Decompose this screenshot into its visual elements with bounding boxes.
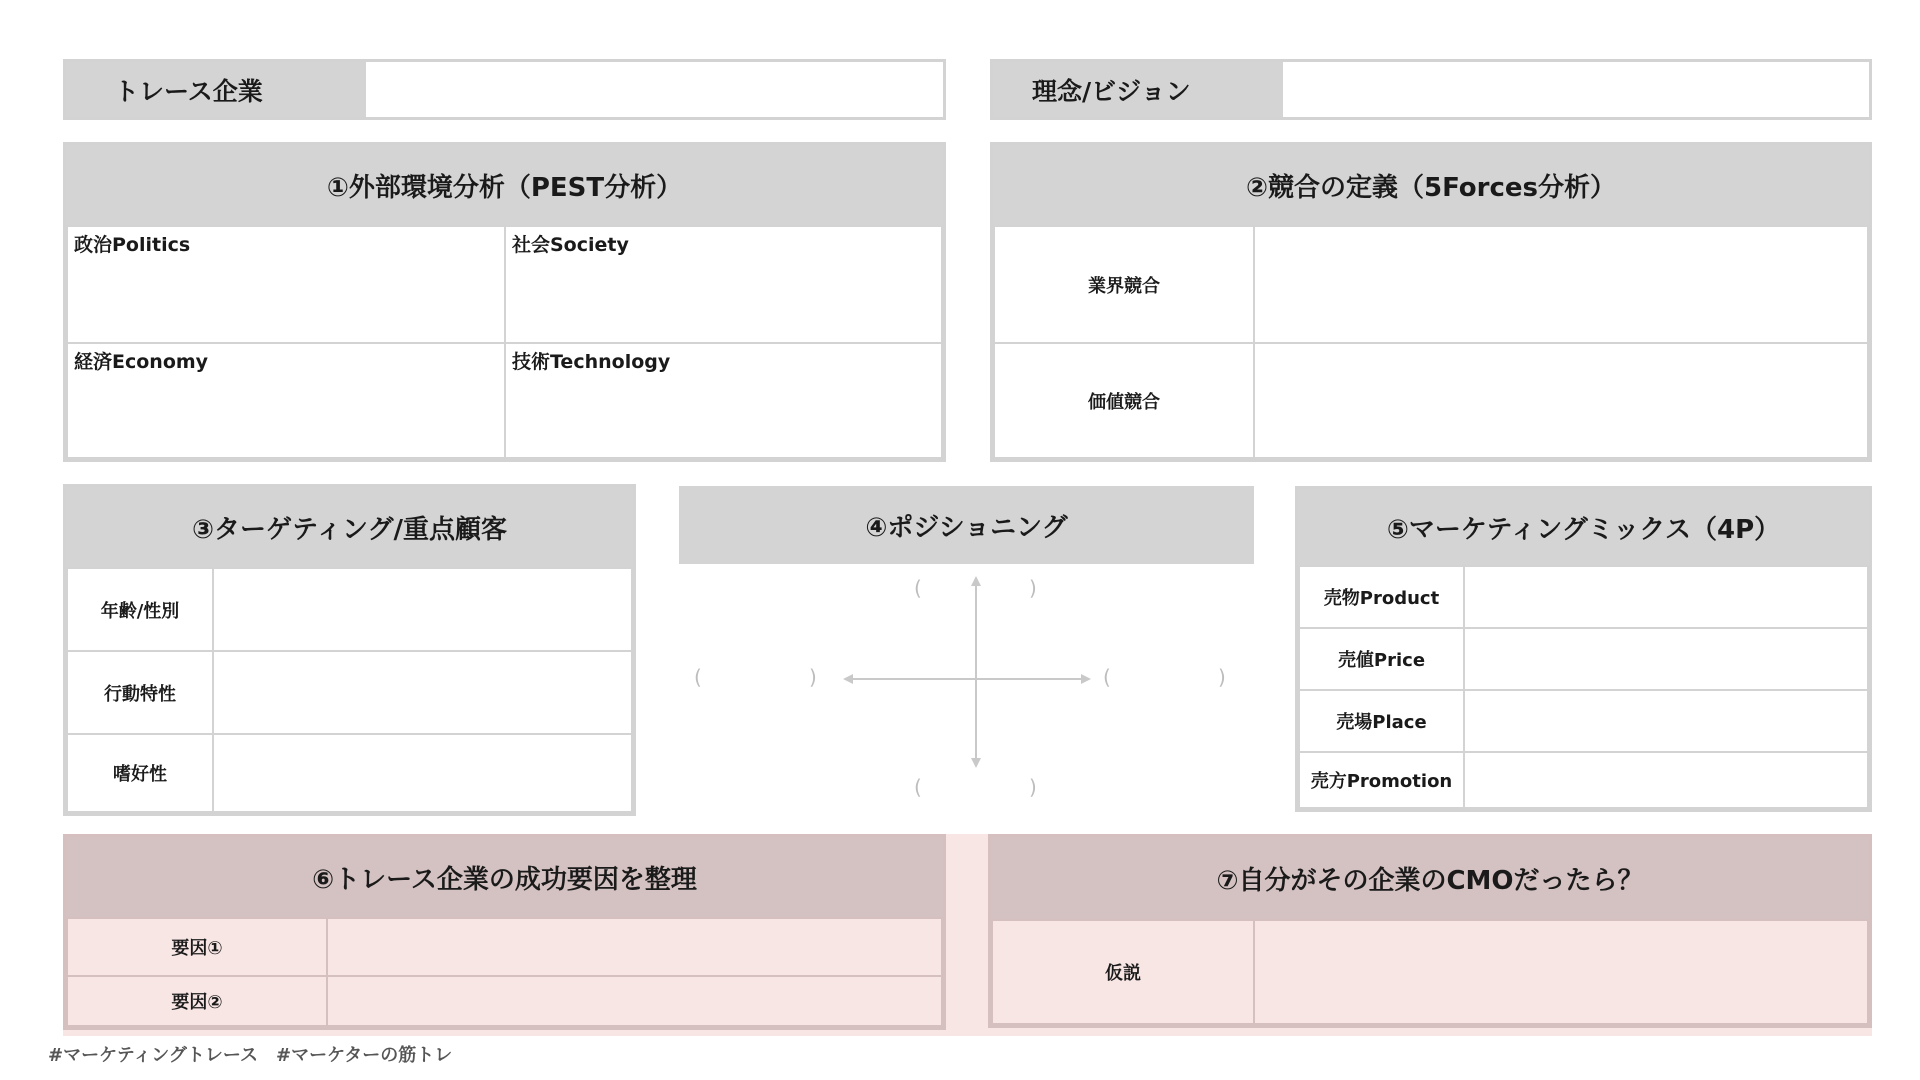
mix-panel: [1295, 486, 1872, 812]
forces-title: ②競合の定義（5Forces分析）: [993, 145, 1869, 225]
targeting-panel: [63, 484, 636, 816]
positioning-title: ④ポジショニング: [679, 486, 1254, 564]
right-axis-label-close[interactable]: ): [1218, 665, 1226, 689]
cmo-row-input[interactable]: [1253, 919, 1869, 1025]
bottom-axis-label-close[interactable]: ): [1029, 775, 1037, 799]
pest-technology[interactable]: 技術Technology: [504, 342, 943, 459]
left-axis-label-close[interactable]: ): [809, 665, 817, 689]
success-row-label: 要因②: [66, 975, 328, 1027]
success-title: ⑥トレース企業の成功要因を整理: [66, 837, 943, 917]
targeting-row-input[interactable]: [212, 567, 633, 652]
forces-panel: [990, 142, 1872, 462]
mix-row-input[interactable]: [1463, 751, 1869, 809]
cmo-row-label: 仮説: [991, 919, 1255, 1025]
left-axis-label-open[interactable]: (: [694, 665, 702, 689]
mix-row-input[interactable]: [1463, 689, 1869, 753]
pest-society[interactable]: 社会Society: [504, 225, 943, 344]
mix-row-label: 売物Product: [1298, 565, 1465, 629]
pest-economy[interactable]: 経済Economy: [66, 342, 506, 459]
mix-row-label: 売値Price: [1298, 627, 1465, 691]
forces-row-label: 価値競合: [993, 342, 1255, 459]
cmo-title: ⑦自分がその企業のCMOだったら？: [991, 837, 1869, 919]
targeting-row-label: 嗜好性: [66, 733, 214, 813]
success-row-input[interactable]: [326, 975, 943, 1027]
positioning-axes: [679, 564, 1254, 816]
mix-row-label: 売場Place: [1298, 689, 1465, 753]
targeting-row-label: 年齢/性別: [66, 567, 214, 652]
vision-bar: [990, 59, 1872, 120]
cmo-panel: [988, 834, 1872, 1028]
bottom-axis-label-open[interactable]: (: [914, 775, 922, 799]
pest-title: ①外部環境分析（PEST分析）: [66, 145, 943, 225]
pest-panel: [63, 142, 946, 462]
mix-row-label: 売方Promotion: [1298, 751, 1465, 809]
vision-label: 理念/ビジョン: [993, 62, 1283, 117]
arrow-right-icon: [1081, 674, 1091, 684]
mix-row-input[interactable]: [1463, 627, 1869, 691]
vision-input[interactable]: [1244, 62, 1869, 117]
arrow-up-icon: [971, 576, 981, 586]
targeting-row-input[interactable]: [212, 650, 633, 735]
pest-politics[interactable]: 政治Politics: [66, 225, 506, 344]
arrow-down-icon: [971, 758, 981, 768]
success-row-input[interactable]: [326, 917, 943, 977]
footer-hashtags: #マーケティングトレース #マーケターの筋トレ: [48, 1045, 453, 1066]
top-axis-label-close[interactable]: ): [1029, 576, 1037, 600]
company-bar: [63, 59, 946, 120]
positioning-panel: [679, 486, 1254, 816]
forces-row-input[interactable]: [1253, 225, 1869, 344]
right-axis-label-open[interactable]: (: [1103, 665, 1111, 689]
targeting-row-label: 行動特性: [66, 650, 214, 735]
mix-title: ⑤マーケティングミックス（4P）: [1298, 489, 1869, 565]
company-input[interactable]: [318, 62, 943, 117]
targeting-row-input[interactable]: [212, 733, 633, 813]
arrow-left-icon: [843, 674, 853, 684]
forces-row-input[interactable]: [1253, 342, 1869, 459]
mix-row-input[interactable]: [1463, 565, 1869, 629]
success-row-label: 要因①: [66, 917, 328, 977]
targeting-title: ③ターゲティング/重点顧客: [66, 487, 633, 567]
company-label: トレース企業: [66, 62, 366, 117]
success-panel: [63, 834, 946, 1030]
top-axis-label-open[interactable]: (: [914, 576, 922, 600]
forces-row-label: 業界競合: [993, 225, 1255, 344]
